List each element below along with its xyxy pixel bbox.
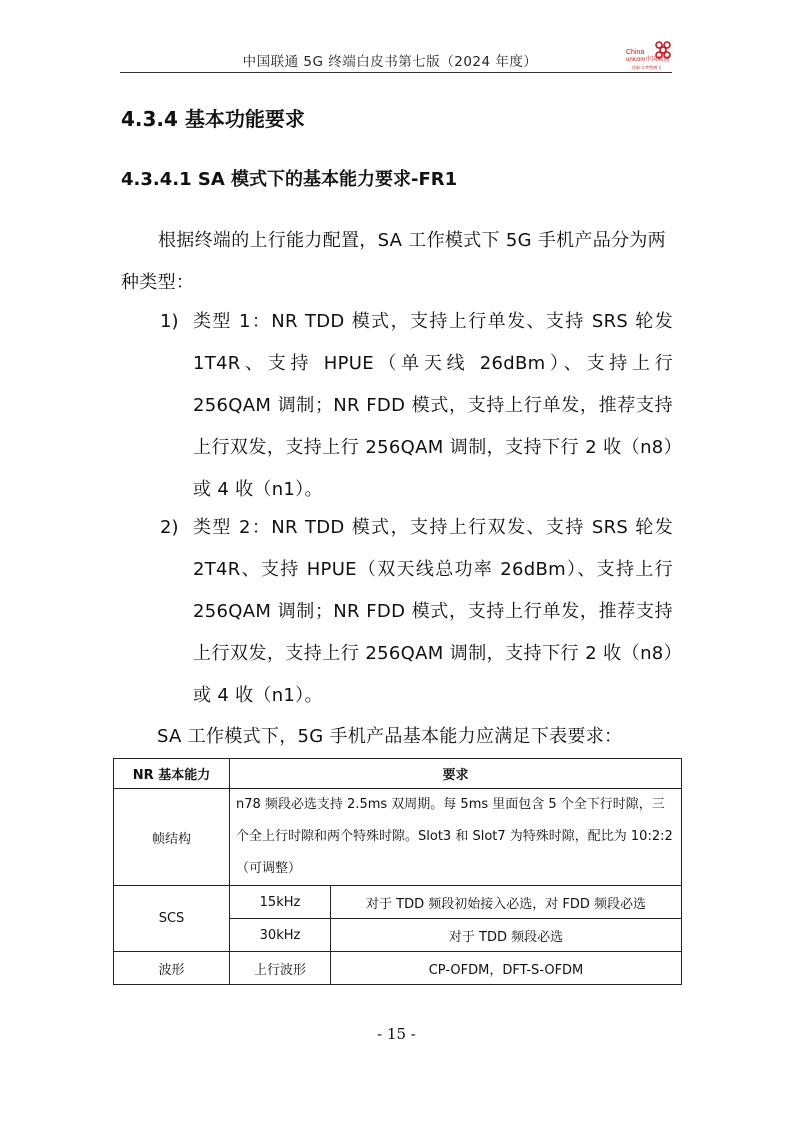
- table-cell-scs-label: SCS: [114, 886, 230, 952]
- table-cell-scs-sub: 30kHz: [230, 919, 331, 952]
- table-header-requirement: 要求: [230, 759, 682, 789]
- table-cell-waveform-req: CP-OFDM，DFT-S-OFDM: [331, 952, 682, 985]
- section-heading-4-3-4-1: 4.3.4.1 SA 模式下的基本能力要求-FR1: [121, 169, 458, 190]
- table-cell-scs-req: 对于 TDD 频段必选: [331, 919, 682, 952]
- table-row: [114, 952, 682, 985]
- list-item-text: 类型 1：NR TDD 模式，支持上行单发、支持 SRS 轮发 1T4R、支持 HPUE（单天线 26dBm）、支持上行 256QAM 调制；NR FDD 模式，支持上行单发，推荐支持上行双发，支持上行 256QAM 调制，支持下行 2 收（n8）或 4 收（n1）。: [193, 311, 673, 500]
- table-cell-frame-text: n78 频段必选支持 2.5ms 双周期。每 5ms 里面包含 5 个全下行时隙，三个全上行时隙和两个特殊时隙。Slot3 和 Slot7 为特殊时隙，配比为 10:2:2（可调整）: [230, 789, 682, 886]
- list-item-text: 类型 2：NR TDD 模式，支持上行双发、支持 SRS 轮发 2T4R、支持 HPUE（双天线总功率 26dBm）、支持上行 256QAM 调制；NR FDD 模式，支持上行单发，推荐支持上行双发，支持上行 256QAM 调制，支持下行 2 收（n8）或 4 收（n1）。: [193, 517, 673, 706]
- table-cell-waveform-sub: 上行波形: [230, 952, 331, 985]
- page-number: - 15 -: [377, 1025, 416, 1043]
- table-row: [114, 789, 682, 886]
- logo-slogan: 创新·让梦想腾飞: [632, 65, 662, 70]
- table-cell-waveform-label: 波形: [114, 952, 230, 985]
- china-unicom-logo: [626, 40, 676, 70]
- header-rule: [120, 72, 672, 73]
- table-cell-frame-label: 帧结构: [114, 789, 230, 886]
- unicom-knot-icon: [652, 40, 674, 60]
- requirement-intro: SA 工作模式下，5G 手机产品基本能力应满足下表要求：: [157, 726, 623, 747]
- table-row: [114, 886, 682, 919]
- list-number: 1): [160, 311, 179, 332]
- table-header-feature: NR 基本能力: [114, 759, 230, 789]
- table-header-row: [114, 759, 682, 789]
- list-number: 2): [160, 517, 179, 538]
- logo-text-china: China: [626, 49, 645, 56]
- table-cell-scs-req: 对于 TDD 频段初始接入必选，对 FDD 频段必选: [331, 886, 682, 919]
- header-title: 中国联通 5G 终端白皮书第七版（2024 年度）: [242, 54, 538, 70]
- logo-text-unicom: unicom中国联通: [626, 57, 670, 63]
- section-heading-4-3-4: 4.3.4 基本功能要求: [121, 107, 305, 131]
- capability-table: [113, 758, 682, 985]
- intro-paragraph: 根据终端的上行能力配置，SA 工作模式下 5G 手机产品分为两种类型：: [121, 230, 666, 293]
- table-cell-scs-sub: 15kHz: [230, 886, 331, 919]
